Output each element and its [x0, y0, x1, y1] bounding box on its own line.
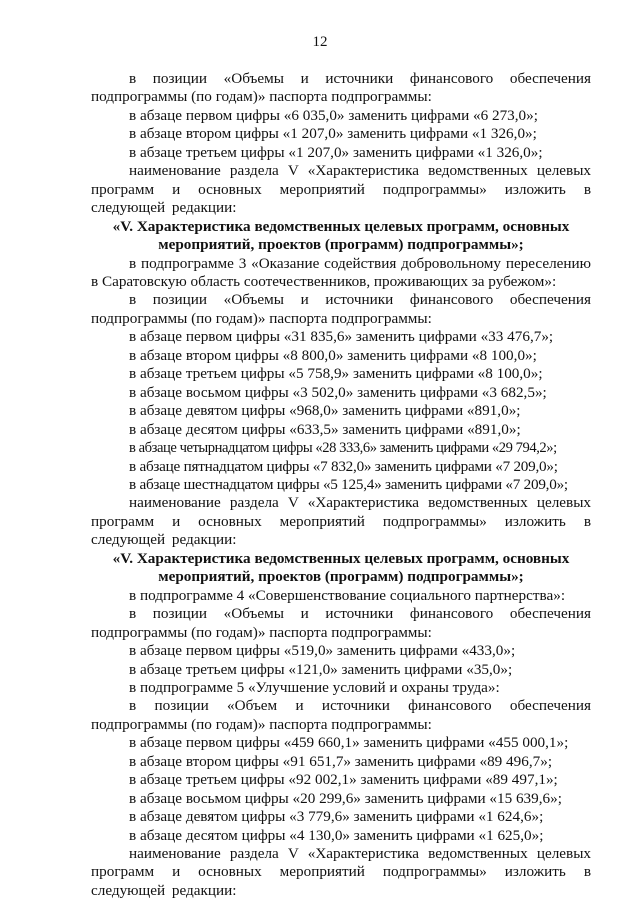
paragraph: в позиции «Объемы и источники финансового обеспечения подпрограммы (по годам)» паспорта подпрограммы: — [91, 70, 591, 106]
paragraph: в абзаце третьем цифры «121,0» заменить цифрами «35,0»; — [129, 660, 513, 678]
paragraph: в подпрограмме 4 «Совершенствование социального партнерства»: — [129, 586, 566, 604]
paragraph: наименование раздела V «Характеристика ведомственных целевых программ и основных мероприятий подпрограммы» изложить в следующей редакции: — [91, 845, 591, 899]
paragraph: в абзаце втором цифры «1 207,0» заменить цифрами «1 326,0»; — [129, 125, 537, 143]
paragraph: в абзаце четырнадцатом цифры «28 333,6» заменить цифрами «29 794,2»; — [129, 440, 557, 457]
page-number: 12 — [312, 34, 328, 50]
paragraph: в абзаце восьмом цифры «20 299,6» заменить цифрами «15 639,6»; — [129, 789, 562, 807]
paragraph: в позиции «Объем и источники финансового обеспечения подпрограммы (по годам)» паспорта подпрограммы: — [91, 697, 591, 733]
paragraph: в абзаце третьем цифры «1 207,0» заменить цифрами «1 326,0»; — [129, 143, 543, 161]
paragraph: в абзаце втором цифры «91 651,7» заменить цифрами «89 496,7»; — [129, 752, 553, 770]
paragraph: в абзаце шестнадцатом цифры «5 125,4» заменить цифрами «7 209,0»; — [129, 475, 568, 493]
section-heading: «V. Характеристика ведомственных целевых программ, основных мероприятий, проектов (программ) подпрограммы»; — [112, 549, 570, 586]
paragraph: в абзаце восьмом цифры «3 502,0» заменить цифрами «3 682,5»; — [129, 383, 547, 401]
paragraph: в абзаце первом цифры «31 835,6» заменить цифрами «33 476,7»; — [129, 328, 554, 346]
paragraph: в абзаце десятом цифры «4 130,0» заменить цифрами «1 625,0»; — [129, 826, 544, 844]
paragraph: в абзаце первом цифры «519,0» заменить цифрами «433,0»; — [129, 642, 516, 660]
paragraph: в подпрограмме 3 «Оказание содействия добровольному переселению в Саратовскую область соотечественников, проживающих за рубежом»: — [91, 254, 591, 290]
paragraph: наименование раздела V «Характеристика ведомственных целевых программ и основных мероприятий подпрограммы» изложить в следующей редакции: — [91, 162, 591, 217]
paragraph: в позиции «Объемы и источники финансового обеспечения подпрограммы (по годам)» паспорта подпрограммы: — [91, 605, 591, 641]
paragraph: в абзаце девятом цифры «3 779,6» заменить цифрами «1 624,6»; — [129, 808, 544, 826]
paragraph: в абзаце третьем цифры «5 758,9» заменить цифрами «8 100,0»; — [129, 365, 543, 383]
section-heading: «V. Характеристика ведомственных целевых программ, основных мероприятий, проектов (программ) подпрограммы»; — [112, 217, 570, 254]
paragraph: в абзаце третьем цифры «92 002,1» заменить цифрами «89 497,1»; — [129, 771, 558, 789]
paragraph: в абзаце первом цифры «459 660,1» заменить цифрами «455 000,1»; — [129, 734, 569, 752]
paragraph: в абзаце девятом цифры «968,0» заменить цифрами «891,0»; — [129, 402, 521, 420]
paragraph: в абзаце пятнадцатом цифры «7 832,0» заменить цифрами «7 209,0»; — [129, 457, 558, 475]
paragraph: в абзаце десятом цифры «633,5» заменить цифрами «891,0»; — [129, 420, 521, 438]
paragraph: в подпрограмме 5 «Улучшение условий и охраны труда»: — [129, 678, 500, 696]
document-body — [91, 70, 591, 900]
paragraph: в абзаце первом цифры «6 035,0» заменить цифрами «6 273,0»; — [129, 106, 538, 124]
paragraph: в позиции «Объемы и источники финансового обеспечения подпрограммы (по годам)» паспорта подпрограммы: — [91, 291, 591, 327]
paragraph: в абзаце втором цифры «8 800,0» заменить цифрами «8 100,0»; — [129, 346, 537, 364]
paragraph: наименование раздела V «Характеристика ведомственных целевых программ и основных мероприятий подпрограммы» изложить в следующей редакции: — [91, 494, 591, 549]
